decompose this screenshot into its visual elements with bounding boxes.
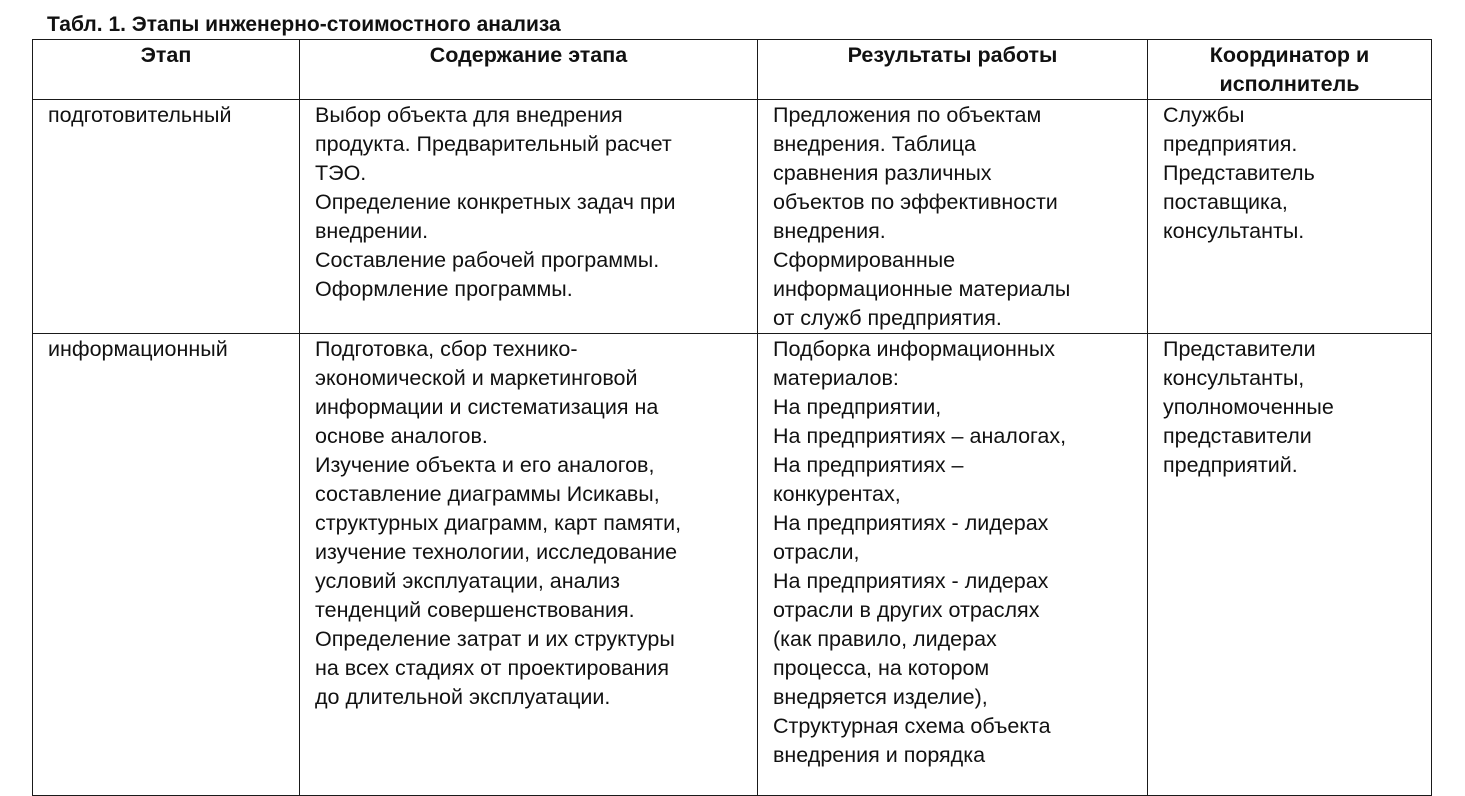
header-content: Содержание этапа — [300, 40, 758, 100]
cell-text-line: материалов: — [773, 366, 899, 390]
cell-text-line: Службы — [1163, 103, 1245, 127]
cell-text-line: внедрения. Таблица — [773, 132, 977, 156]
cell-text-line: Составление рабочей программы. — [315, 248, 660, 272]
cell-text-line: структурных диаграмм, карт памяти, — [315, 511, 682, 535]
cell-text-line: Выбор объекта для внедрения — [315, 103, 623, 127]
cell-text-line: На предприятиях - лидерах — [773, 511, 1049, 535]
cell-text-line: Изучение объекта и его аналогов, — [315, 453, 655, 477]
cell-text-line: На предприятиях – — [773, 453, 964, 477]
cell-text-line: информационные материалы — [773, 277, 1071, 301]
cell-text-line: Представитель — [1163, 161, 1315, 185]
cell-text-line: основе аналогов. — [315, 424, 488, 448]
stage-cell — [33, 100, 300, 334]
stage-cell — [33, 334, 300, 796]
cell-text-line: отрасли, — [773, 540, 860, 564]
cell-text-line: Сформированные — [773, 248, 956, 272]
cell-text-line: Определение затрат и их структуры — [315, 627, 675, 651]
cell-text-line: Оформление программы. — [315, 277, 573, 301]
cell-text-line: объектов по эффективности — [773, 190, 1058, 214]
cell-text-line: На предприятиях – аналогах, — [773, 424, 1067, 448]
cell-text-line: внедряется изделие), — [773, 685, 988, 709]
cell-text-line: внедрении. — [315, 219, 429, 243]
cell-text-line: консультанты, — [1163, 366, 1305, 390]
stage-name: информационный — [48, 337, 228, 361]
cell-text-line: поставщика, — [1163, 190, 1288, 214]
cell-text-line: тенденций совершенствования. — [315, 598, 635, 622]
cell-text-line: внедрения и порядка — [773, 743, 986, 767]
table-caption: Табл. 1. Этапы инженерно-стоимостного анализа — [47, 13, 561, 36]
cell-text-line: Подготовка, сбор технико- — [315, 337, 578, 361]
cell-text-line: представители — [1163, 424, 1312, 448]
table-row — [33, 334, 1432, 796]
cell-text-line: предприятий. — [1163, 453, 1298, 477]
stage-name: подготовительный — [48, 103, 232, 127]
cell-text-line: Предложения по объектам — [773, 103, 1042, 127]
coordinator-cell — [1148, 334, 1432, 796]
header-results: Результаты работы — [758, 40, 1148, 100]
cell-text-line: отрасли в других отраслях — [773, 598, 1040, 622]
cell-text-line: ТЭО. — [315, 161, 367, 185]
cell-text-line: экономической и маркетинговой — [315, 366, 638, 390]
header-coordinator — [1148, 40, 1432, 100]
content-cell — [300, 100, 758, 334]
cell-text-line: На предприятиях - лидерах — [773, 569, 1049, 593]
header-line: исполнитель — [1219, 72, 1360, 96]
cell-text-line: на всех стадиях от проектирования — [315, 656, 670, 680]
cell-text-line: Определение конкретных задач при — [315, 190, 676, 214]
cell-text-line: консультанты. — [1163, 219, 1305, 243]
cell-text-line: (как правило, лидерах — [773, 627, 997, 651]
cell-text-line: составление диаграммы Исикавы, — [315, 482, 660, 506]
cell-text-line: от служб предприятия. — [773, 306, 1002, 330]
cell-text-line: изучение технологии, исследование — [315, 540, 678, 564]
results-cell — [758, 334, 1148, 796]
cell-text-line: Подборка информационных — [773, 337, 1055, 361]
table-row — [33, 100, 1432, 334]
cell-text-line: условий эксплуатации, анализ — [315, 569, 621, 593]
cell-text-line: процесса, на котором — [773, 656, 990, 680]
cell-text-line: информации и систематизация на — [315, 395, 659, 419]
header-stage: Этап — [33, 40, 300, 100]
header-line: Координатор и — [1209, 43, 1370, 67]
cell-text-line: На предприятии, — [773, 395, 942, 419]
cell-text-line: продукта. Предварительный расчет — [315, 132, 672, 156]
cell-text-line: сравнения различных — [773, 161, 992, 185]
cell-text-line: Структурная схема объекта — [773, 714, 1051, 738]
table-header-row — [33, 40, 1432, 100]
results-cell — [758, 100, 1148, 334]
cell-text-line: Представители — [1163, 337, 1316, 361]
content-cell — [300, 334, 758, 796]
cell-text-line: до длительной эксплуатации. — [315, 685, 611, 709]
cell-text-line: конкурентах, — [773, 482, 901, 506]
stages-table — [32, 39, 1432, 796]
coordinator-cell — [1148, 100, 1432, 334]
cell-text-line: внедрения. — [773, 219, 886, 243]
cell-text-line: уполномоченные — [1163, 395, 1334, 419]
cell-text-line: предприятия. — [1163, 132, 1298, 156]
